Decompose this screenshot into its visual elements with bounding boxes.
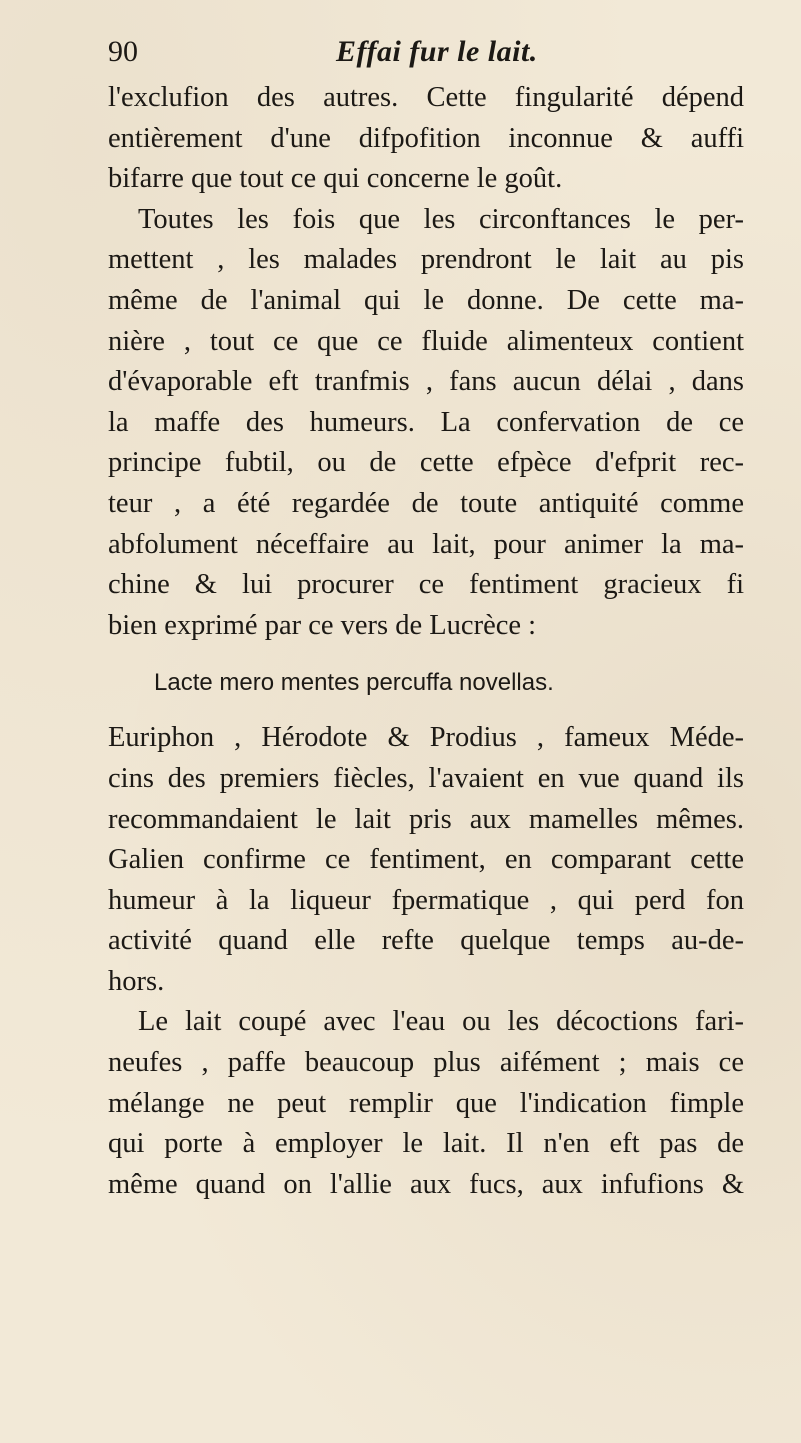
text-line: chine & lui procurer ce fentiment gracieux fi bbox=[108, 569, 744, 601]
text-line: principe fubtil, ou de cette efpèce d'efprit rec- bbox=[108, 447, 744, 479]
running-title: Effai fur le lait. bbox=[336, 35, 538, 68]
text-line: humeur à la liqueur fpermatique , qui perd fon bbox=[108, 884, 744, 916]
text-line: bien exprimé par ce vers de Lucrèce : bbox=[108, 609, 537, 641]
text-line: Le lait coupé avec l'eau ou les décoctions fari- bbox=[138, 1006, 744, 1038]
text-line: activité quand elle refte quelque temps au-de- bbox=[108, 925, 744, 957]
page-header bbox=[108, 32, 668, 72]
paragraph-2 bbox=[108, 200, 744, 647]
text-line: recommandaient le lait pris aux mamelles mêmes. bbox=[108, 803, 744, 835]
text-line: nière , tout ce que ce fluide alimenteux contient bbox=[108, 325, 744, 357]
text-line: l'exclufion des autres. Cette fingularité dépend bbox=[108, 82, 744, 113]
text-line: qui porte à employer le lait. Il n'en eft pas de bbox=[108, 1128, 744, 1160]
text-line: hors. bbox=[108, 965, 165, 997]
text-line: Toutes les fois que les circonftances le per- bbox=[138, 203, 744, 235]
text-line: teur , a été regardée de toute antiquité comme bbox=[108, 487, 744, 519]
text-line: d'évaporable eft tranfmis , fans aucun délai , dans bbox=[108, 366, 744, 398]
text-line: mettent , les malades prendront le lait au pis bbox=[108, 244, 744, 276]
text-line: même de l'animal qui le donne. De cette ma- bbox=[108, 284, 744, 316]
text-line: cins des premiers fiècles, l'avaient en vue quand ils bbox=[108, 762, 744, 794]
text-line: Euriphon , Hérodote & Prodius , fameux Méde- bbox=[108, 722, 744, 754]
paragraph-4 bbox=[108, 1002, 744, 1205]
text-line: bifarre que tout ce qui concerne le goût. bbox=[108, 163, 563, 195]
body-text bbox=[108, 78, 744, 1205]
text-line: Galien confirme ce fentiment, en comparant cette bbox=[108, 844, 744, 876]
text-line: mélange ne peut remplir que l'indication fimple bbox=[108, 1087, 744, 1119]
latin-quotation: Lacte mero mentes percuffa novellas. bbox=[154, 669, 554, 697]
text-line: abfolument néceffaire au lait, pour animer la ma- bbox=[108, 528, 744, 560]
paragraph-1 bbox=[108, 78, 744, 200]
text-line: même quand on l'allie aux fucs, aux infufions & bbox=[108, 1168, 744, 1200]
paragraph-3 bbox=[108, 718, 744, 1002]
text-line: la maffe des humeurs. La confervation de ce bbox=[108, 406, 744, 438]
text-line: neufes , paffe beaucoup plus aifément ; mais ce bbox=[108, 1047, 744, 1079]
page-number: 90 bbox=[108, 35, 138, 68]
text-line: entièrement d'une difpofition inconnue & auffi bbox=[108, 122, 744, 154]
